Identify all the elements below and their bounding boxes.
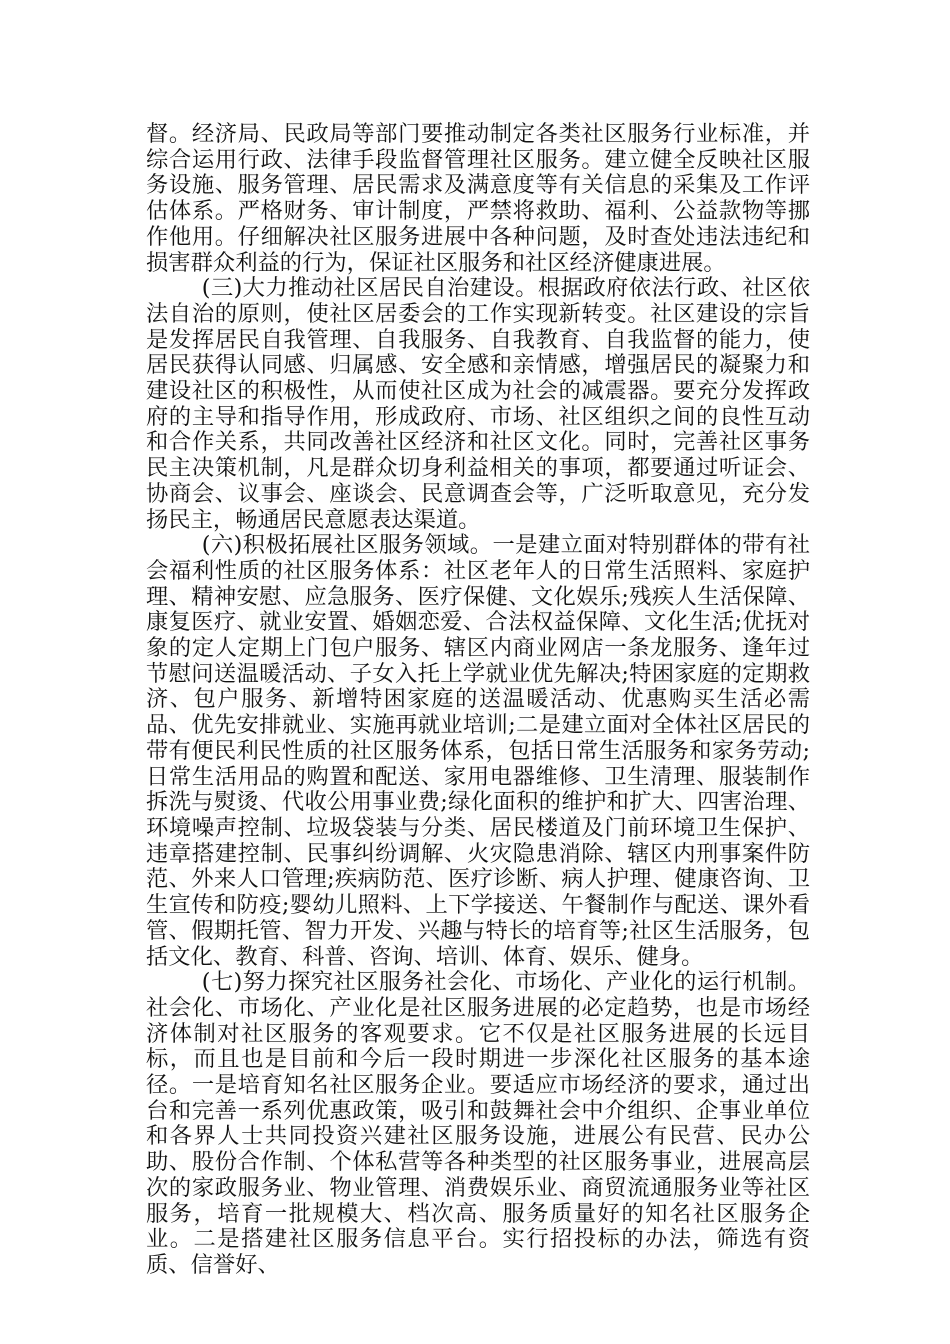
document-body: [146, 122, 810, 1279]
paragraph-4: (七)努力探究社区服务社会化、市场化、产业化的运行机制。社会化、市场化、产业化是社区服务进展的必定趋势，也是市场经济体制对社区服务的客观要求。它不仅是社区服务进展的长远目标，而且也是目前和今后一段时期进一步深化社区服务的基本途径。一是培育知名社区服务企业。要适应市场经济的要求，通过出台和完善一系列优惠政策，吸引和鼓舞社会中介组织、企事业单位和各界人士共同投资兴建社区服务设施，进展公有民营、民办公助、股份合作制、个体私营等各种类型的社区服务事业，进展高层次的家政服务业、物业管理、消费娱乐业、商贸流通服务业等社区服务，培育一批规模大、档次高、服务质量好的知名社区服务企业。二是搭建社区服务信息平台。实行招投标的办法，筛选有资质、信誉好、: [146, 969, 810, 1278]
paragraph-1: 督。经济局、民政局等部门要推动制定各类社区服务行业标准，并综合运用行政、法律手段监督管理社区服务。建立健全反映社区服务设施、服务管理、居民需求及满意度等有关信息的采集及工作评估体系。严格财务、审计制度，严禁将救助、福利、公益款物等挪作他用。仔细解决社区服务进展中各种问题，及时查处违法违纪和损害群众利益的行为，保证社区服务和社区经济健康进展。: [146, 121, 810, 276]
paragraph-3: (六)积极拓展社区服务领域。一是建立面对特别群体的带有社会福利性质的社区服务体系：社区老年人的日常生活照料、家庭护理、精神安慰、应急服务、医疗保健、文化娱乐;残疾人生活保障、康复医疗、就业安置、婚姻恋爱、合法权益保障、文化生活;优抚对象的定人定期上门包户服务、辖区内商业网店一条龙服务、逢年过节慰问送温暖活动、子女入托上学就业优先解决;特困家庭的定期救济、包户服务、新增特困家庭的送温暖活动、优惠购买生活必需品、优先安排就业、实施再就业培训;二是建立面对全体社区居民的带有便民利民性质的社区服务体系，包括日常生活服务和家务劳动;日常生活用品的购置和配送、家用电器维修、卫生清理、服装制作拆洗与熨烫、代收公用事业费;绿化面积的维护和扩大、四害治理、环境噪声控制、垃圾袋装与分类、居民楼道及门前环境卫生保护、违章搭建控制、民事纠纷调解、火灾隐患消除、辖区内刑事案件防范、外来人口管理;疾病防范、医疗诊断、病人护理、健康咨询、卫生宣传和防疫;婴幼儿照料、上下学接送、午餐制作与配送、课外看管、假期托管、智力开发、兴趣与特长的培育等;社区生活服务，包括文化、教育、科普、咨询、培训、体育、娱乐、健身。: [146, 532, 810, 970]
paragraph-2: (三)大力推动社区居民自治建设。根据政府依法行政、社区依法自治的原则，使社区居委会的工作实现新转变。社区建设的宗旨是发挥居民自我管理、自我服务、自我教育、自我监督的能力，使居民获得认同感、归属感、安全感和亲情感，增强居民的凝聚力和建设社区的积极性，从而使社区成为社会的减震器。要充分发挥政府的主导和指导作用，形成政府、市场、社区组织之间的良性互动和合作关系，共同改善社区经济和社区文化。同时，完善社区事务民主决策机制，凡是群众切身利益相关的事项，都要通过听证会、协商会、议事会、座谈会、民意调查会等，广泛听取意见，充分发扬民主，畅通居民意愿表达渠道。: [146, 275, 810, 533]
